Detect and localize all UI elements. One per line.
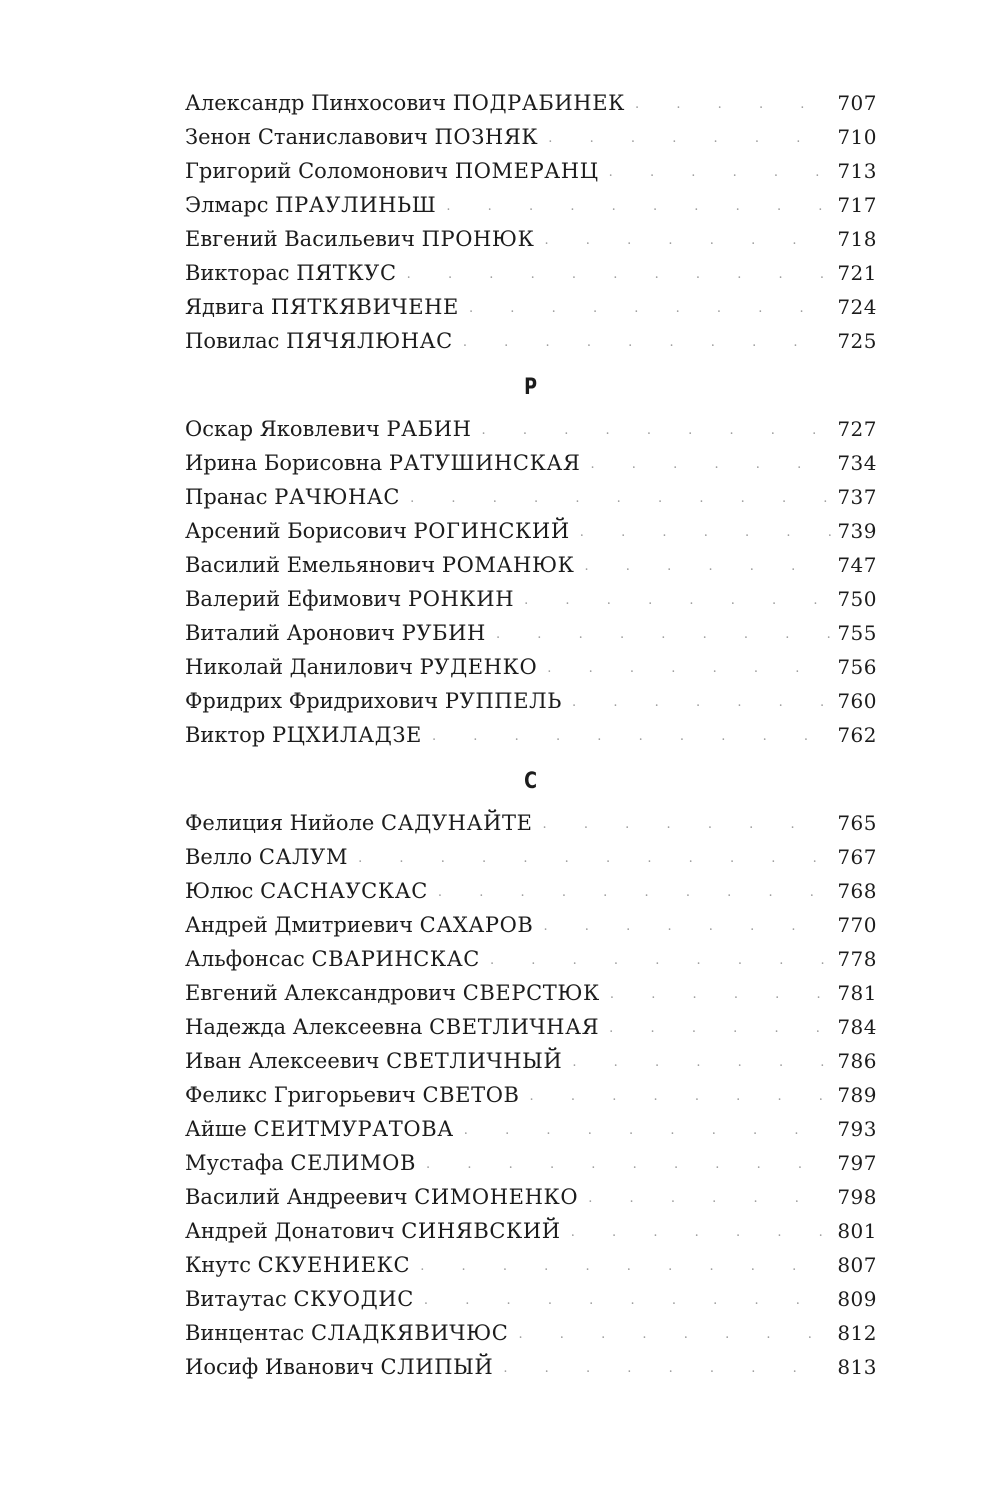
given-name: Оскар Яковлевич [185, 417, 380, 441]
surname: СВАРИНСКАС [311, 947, 480, 971]
page-number: 809 [837, 1287, 877, 1311]
entry-name [185, 222, 544, 256]
index-entry[interactable] [185, 1350, 877, 1384]
given-name: Ирина Борисовна [185, 451, 383, 475]
page-number: 747 [837, 553, 877, 577]
dot-leader [543, 808, 833, 842]
entry-name [185, 1010, 609, 1044]
page-number: 797 [837, 1151, 877, 1175]
page-number: 789 [837, 1083, 877, 1107]
page-number: 786 [837, 1049, 877, 1073]
index-entry[interactable] [185, 188, 877, 222]
entry-name [185, 480, 410, 514]
entry-name [185, 256, 407, 290]
surname: ПОДРАБИНЕК [452, 91, 625, 115]
dot-leader [424, 1284, 833, 1318]
surname: РУДЕНКО [419, 655, 538, 679]
given-name: Мустафа [185, 1151, 284, 1175]
page-number: 762 [837, 723, 877, 747]
surname: ПЯТКУС [296, 261, 397, 285]
index-entry[interactable] [185, 976, 877, 1010]
page-number: 756 [837, 655, 877, 679]
dot-leader [609, 1012, 833, 1046]
surname: РОГИНСКИЙ [413, 519, 570, 543]
page-number: 737 [837, 485, 877, 509]
page-number: 793 [837, 1117, 877, 1141]
surname: СВЕТЛИЧНЫЙ [386, 1049, 563, 1073]
page-number: 778 [837, 947, 877, 971]
entry-name [185, 718, 432, 752]
entry-name [185, 188, 446, 222]
entry-name [185, 548, 584, 582]
given-name: Юлюс [185, 879, 254, 903]
given-name: Арсений Борисович [185, 519, 407, 543]
page-number: 784 [837, 1015, 877, 1039]
page-number: 717 [837, 193, 877, 217]
page-number: 768 [837, 879, 877, 903]
page-number: 755 [837, 621, 877, 645]
dot-leader [469, 292, 833, 326]
page-number: 760 [837, 689, 877, 713]
given-name: Евгений Васильевич [185, 227, 415, 251]
surname: СИМОНЕНКО [414, 1185, 579, 1209]
surname: РАТУШИНСКАЯ [388, 451, 581, 475]
entry-name [185, 120, 548, 154]
entry-name [185, 684, 572, 718]
dot-leader [503, 1352, 833, 1386]
index-entry[interactable] [185, 480, 877, 514]
section-letter: Р [524, 375, 538, 400]
given-name: Евгений Александрович [185, 981, 457, 1005]
index-entry[interactable] [185, 86, 877, 120]
given-name: Витаутас [185, 1287, 287, 1311]
given-name: Андрей Донатович [185, 1219, 395, 1243]
surname: СЛАДКЯВИЧЮС [310, 1321, 509, 1345]
surname: ПРАУЛИНЬШ [275, 193, 437, 217]
entry-name [185, 290, 469, 324]
entry-name [185, 1044, 572, 1078]
entry-name [185, 1180, 588, 1214]
given-name: Айше [185, 1117, 247, 1141]
surname: РУБИН [401, 621, 486, 645]
surname: РОМАНЮК [441, 553, 575, 577]
dot-leader [584, 550, 833, 584]
surname: СВЕТЛИЧНАЯ [429, 1015, 600, 1039]
given-name: Андрей Дмитриевич [185, 913, 413, 937]
dot-leader [358, 842, 833, 876]
surname: РЦХИЛАДЗЕ [271, 723, 422, 747]
index-entry[interactable] [185, 514, 877, 548]
given-name: Викторас [185, 261, 290, 285]
dot-leader [543, 910, 833, 944]
dot-leader [544, 224, 833, 258]
entry-name [185, 1282, 424, 1316]
surname: СИНЯВСКИЙ [401, 1219, 561, 1243]
given-name: Александр Пинхосович [185, 91, 447, 115]
surname: САСНАУСКАС [260, 879, 428, 903]
surname: ПЯЧЯЛЮНАС [286, 329, 453, 353]
dot-leader [610, 978, 833, 1012]
entry-name [185, 1214, 571, 1248]
page-number: 710 [837, 125, 877, 149]
surname: РУППЕЛЬ [444, 689, 563, 713]
page-number: 725 [837, 329, 877, 353]
page-number: 798 [837, 1185, 877, 1209]
surname: СКУЕНИЕКС [257, 1253, 411, 1277]
dot-leader [548, 122, 833, 156]
dot-leader [588, 1182, 833, 1216]
dot-leader [496, 618, 833, 652]
given-name: Элмарс [185, 193, 269, 217]
index-group [185, 86, 877, 358]
index-entry[interactable] [185, 1180, 877, 1214]
dot-leader [438, 876, 833, 910]
index-entry[interactable] [185, 1146, 877, 1180]
index-entry[interactable] [185, 120, 877, 154]
index-entry[interactable] [185, 718, 877, 752]
entry-name [185, 446, 590, 480]
dot-leader [518, 1318, 833, 1352]
dot-leader [590, 448, 833, 482]
index-entry[interactable] [185, 256, 877, 290]
index-group [185, 358, 877, 752]
entry-name [185, 908, 543, 942]
dot-leader [572, 686, 833, 720]
index-entry[interactable] [185, 154, 877, 188]
page-number: 807 [837, 1253, 877, 1277]
entry-name [185, 1350, 503, 1384]
given-name: Кнутс [185, 1253, 251, 1277]
page-number: 739 [837, 519, 877, 543]
dot-leader [547, 652, 833, 686]
index-entry[interactable] [185, 222, 877, 256]
given-name: Повилас [185, 329, 280, 353]
dot-leader [463, 326, 833, 360]
entry-name [185, 514, 580, 548]
entry-name [185, 582, 524, 616]
page-number: 734 [837, 451, 877, 475]
dot-leader [482, 414, 833, 448]
page-number: 713 [837, 159, 877, 183]
surname: ПОМЕРАНЦ [454, 159, 599, 183]
dot-leader [572, 1046, 833, 1080]
given-name: Винцентас [185, 1321, 305, 1345]
index-list [185, 86, 877, 1384]
page-number: 718 [837, 227, 877, 251]
index-entry[interactable] [185, 1112, 877, 1146]
given-name: Фелиция Нийоле [185, 811, 375, 835]
surname: СЕИТМУРАТОВА [253, 1117, 454, 1141]
given-name: Ядвига [185, 295, 265, 319]
page-number: 707 [837, 91, 877, 115]
dot-leader [446, 190, 833, 224]
index-entry[interactable] [185, 412, 877, 446]
given-name: Виктор [185, 723, 266, 747]
page-number: 801 [837, 1219, 877, 1243]
given-name: Василий Андреевич [185, 1185, 408, 1209]
given-name: Валерий Ефимович [185, 587, 402, 611]
given-name: Надежда Алексеевна [185, 1015, 423, 1039]
surname: ПЯТКЯВИЧЕНЕ [270, 295, 459, 319]
dot-leader [571, 1216, 833, 1250]
entry-name [185, 942, 490, 976]
given-name: Василий Емельянович [185, 553, 436, 577]
entry-name [185, 1078, 530, 1112]
given-name: Григорий Соломонович [185, 159, 449, 183]
index-entry[interactable] [185, 324, 877, 358]
entry-name [185, 806, 543, 840]
index-entry[interactable] [185, 582, 877, 616]
index-entry[interactable] [185, 616, 877, 650]
surname: ПОЗНЯК [434, 125, 539, 149]
surname: СВЕРСТЮК [462, 981, 600, 1005]
dot-leader [410, 482, 833, 516]
entry-name [185, 1112, 464, 1146]
given-name: Пранас [185, 485, 268, 509]
page-number: 812 [837, 1321, 877, 1345]
given-name: Альфонсас [185, 947, 305, 971]
surname: РАЧЮНАС [274, 485, 401, 509]
entry-name [185, 650, 547, 684]
index-entry[interactable] [185, 874, 877, 908]
page-number: 765 [837, 811, 877, 835]
given-name: Зенон Станиславович [185, 125, 428, 149]
entry-name [185, 616, 496, 650]
entry-name [185, 874, 438, 908]
dot-leader [490, 944, 833, 978]
index-entry[interactable] [185, 1044, 877, 1078]
dot-leader [635, 88, 833, 122]
page-number: 767 [837, 845, 877, 869]
given-name: Николай Данилович [185, 655, 413, 679]
entry-name [185, 1316, 518, 1350]
index-entry[interactable] [185, 942, 877, 976]
dot-leader [420, 1250, 833, 1284]
given-name: Феликс Григорьевич [185, 1083, 416, 1107]
surname: САЛУМ [258, 845, 349, 869]
dot-leader [407, 258, 833, 292]
index-entry[interactable] [185, 806, 877, 840]
given-name: Велло [185, 845, 253, 869]
given-name: Фридрих Фридрихович [185, 689, 439, 713]
entry-name [185, 1146, 426, 1180]
index-entry[interactable] [185, 650, 877, 684]
page-number: 781 [837, 981, 877, 1005]
surname: САХАРОВ [419, 913, 534, 937]
surname: РОНКИН [407, 587, 515, 611]
dot-leader [524, 584, 833, 618]
surname: СКУОДИС [293, 1287, 414, 1311]
dot-leader [609, 156, 833, 190]
surname: СВЕТОВ [422, 1083, 520, 1107]
page-number: 813 [837, 1355, 877, 1379]
index-entry[interactable] [185, 840, 877, 874]
dot-leader [426, 1148, 833, 1182]
index-entry[interactable] [185, 290, 877, 324]
index-group [185, 752, 877, 1384]
given-name: Виталий Аронович [185, 621, 395, 645]
page-number: 750 [837, 587, 877, 611]
given-name: Иван Алексеевич [185, 1049, 380, 1073]
index-entry[interactable] [185, 1078, 877, 1112]
surname: СЛИПЫЙ [380, 1355, 494, 1379]
entry-name [185, 412, 482, 446]
entry-name [185, 154, 609, 188]
dot-leader [530, 1080, 833, 1114]
entry-name [185, 840, 358, 874]
entry-name [185, 324, 463, 358]
surname: САДУНАЙТЕ [381, 811, 533, 835]
section-letter: С [524, 769, 538, 794]
page-number: 721 [837, 261, 877, 285]
surname: ПРОНЮК [421, 227, 535, 251]
index-entry[interactable] [185, 1010, 877, 1044]
index-entry[interactable] [185, 1316, 877, 1350]
surname: СЕЛИМОВ [290, 1151, 416, 1175]
index-entry[interactable] [185, 1214, 877, 1248]
index-entry[interactable] [185, 446, 877, 480]
surname: РАБИН [386, 417, 472, 441]
index-entry[interactable] [185, 1248, 877, 1282]
page-number: 770 [837, 913, 877, 937]
dot-leader [580, 516, 833, 550]
entry-name [185, 86, 635, 120]
entry-name [185, 1248, 420, 1282]
dot-leader [464, 1114, 833, 1148]
index-entry[interactable] [185, 908, 877, 942]
dot-leader [432, 720, 833, 754]
page-number: 724 [837, 295, 877, 319]
page-number: 727 [837, 417, 877, 441]
entry-name [185, 976, 610, 1010]
index-entry[interactable] [185, 1282, 877, 1316]
index-entry[interactable] [185, 684, 877, 718]
given-name: Иосиф Иванович [185, 1355, 374, 1379]
index-entry[interactable] [185, 548, 877, 582]
